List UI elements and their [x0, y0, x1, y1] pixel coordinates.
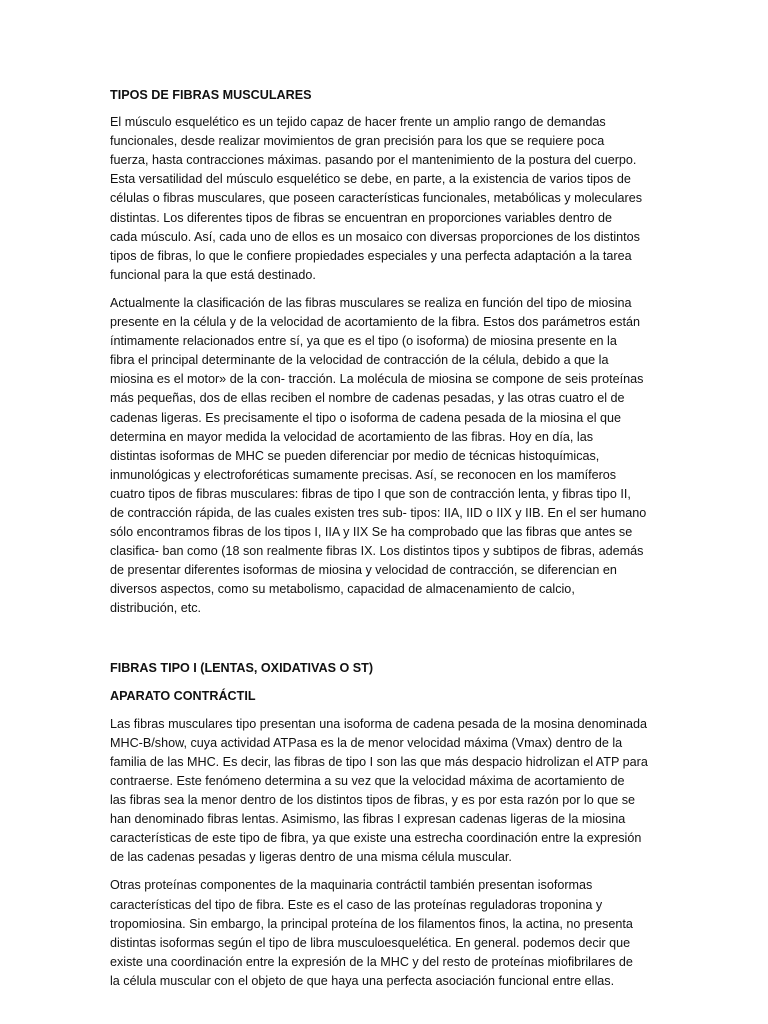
text-line: tipos de fibras, lo que le confiere propiedades especiales y una perfecta adaptación a la tarea [110, 248, 632, 263]
subsection-heading: APARATO CONTRÁCTIL [110, 688, 256, 703]
text-line: de las cadenas pesadas y ligeras dentro de una misma célula muscular. [110, 850, 512, 865]
section-heading: FIBRAS TIPO I (LENTAS, OXIDATIVAS O ST) [110, 660, 374, 675]
text-line: familia de las MHC. Es decir, las fibras de tipo I son las que más despacio hidrolizan el ATP para [110, 754, 648, 769]
text-line: las fibras sea la menor dentro de los distintos tipos de fibras, y es por esta razón por lo que se [110, 793, 636, 808]
text-line: existe una coordinación entre la expresión de la MHC y del resto de proteínas miofibrilares de [110, 954, 633, 969]
text-line: tropomiosina. Sin embargo, la principal proteína de los filamentos finos, la actina, no presenta [110, 916, 633, 931]
paragraph-2 [110, 294, 660, 619]
paragraph-4 [110, 876, 660, 991]
text-line: funcionales, desde realizar movimientos de gran precisión para los que se requiere poca [110, 134, 605, 149]
text-line: más pequeñas, dos de ellas reciben el nombre de cadenas pesadas, y las otras cuatro el de [110, 391, 625, 406]
text-line: de presentar diferentes isoformas de miosina y velocidad de contracción, se diferencian en [110, 563, 617, 578]
text-line: características de este tipo de fibra, ya que existe una estrecha coordinación entre la expresión [110, 831, 642, 846]
text-line: contraerse. Este fenómeno determina a su vez que la velocidad máxima de acortamiento de [110, 774, 625, 788]
text-line: distintas. Los diferentes tipos de fibras se encuentran en proporciones variables dentro de [110, 210, 612, 225]
text-line: Las fibras musculares tipo presentan una isoforma de cadena pesada de la mosina denominada [110, 716, 647, 731]
text-line: funcional para la que está destinado. [110, 267, 316, 282]
text-line: sólo encontramos fibras de los tipos I, IIA y IIX Se ha comprobado que las fibras que antes se [110, 525, 633, 540]
paragraph-3 [110, 715, 660, 868]
paragraph-1 [110, 113, 660, 285]
text-line: fuerza, hasta contracciones máximas. pasando por el mantenimiento de la postura del cuerpo. [110, 153, 637, 168]
text-line: miosina es el motor» de la con- tracción. La molécula de miosina se compone de seis proteínas [110, 372, 644, 387]
text-line: determina en mayor medida la velocidad de acortamiento de las fibras. Hoy en día, las [110, 429, 594, 444]
text-line: inmunológicas y electroforéticas sumamente precisas. Así, se reconocen en los mamíferos [110, 467, 617, 482]
text-line: la célula muscular con el objeto de que haya una perfecta asociación funcional entre ellas. [110, 973, 615, 988]
text-line: de contracción rápida, de las cuales existen tres sub- tipos: IIA, IID o IIX y IIB. En el ser humano [110, 505, 647, 520]
text-line: distintas isoformas según el tipo de libra musculoesquelética. En general. podemos decir que [110, 935, 631, 950]
text-line: han denominado fibras lentas. Asimismo, las fibras I expresan cadenas ligeras de la miosina [110, 812, 626, 827]
text-line: distribución, etc. [110, 601, 201, 616]
text-line: cada músculo. Así, cada uno de ellos es un mosaico con diversas proporciones de los distintos [110, 229, 640, 244]
text-line: El músculo esquelético es un tejido capaz de hacer frente un amplio rango de demandas [110, 115, 606, 130]
text-line: cadenas ligeras. Es precisamente el tipo o isoforma de cadena pesada de la miosina el que [110, 410, 622, 425]
document-title: TIPOS DE FIBRAS MUSCULARES [110, 88, 312, 102]
text-line: Actualmente la clasificación de las fibras musculares se realiza en función del tipo de miosina [110, 295, 632, 310]
text-line: presente en la célula y de la velocidad de acortamiento de la fibra. Estos dos parámetros están [110, 315, 640, 330]
text-line: Otras proteínas componentes de la maquinaria contráctil también presentan isoformas [110, 878, 593, 893]
text-line: fibra el principal determinante de la velocidad de contracción de la célula, debido a que la [110, 353, 609, 368]
text-line: células o fibras musculares, que poseen características funcionales, metabólicas y moleculares [110, 191, 642, 206]
text-line: características del tipo de fibra. Este es el caso de las proteínas reguladoras troponina y [110, 897, 603, 912]
text-line: clasifica- ban como (18 son realmente fibras IX. Los distintos tipos y subtipos de fibras, además [110, 544, 644, 559]
text-line: íntimamente relacionados entre sí, ya que es el tipo (o isoforma) de miosina presente en la [110, 334, 617, 349]
text-line: diversos aspectos, como su metabolismo, capacidad de almacenamiento de calcio, [110, 582, 575, 597]
text-line: distintas isoformas de MHC se pueden diferenciar por medio de técnicas histoquímicas, [110, 448, 600, 463]
text-line: MHC-B/show, cuya actividad ATPasa es la de menor velocidad máxima (Vmax) dentro de la [110, 735, 623, 750]
text-line: cuatro tipos de fibras musculares: fibras de tipo I que son de contracción lenta, y fibras tipo II, [110, 486, 631, 501]
text-line: Esta versatilidad del músculo esquelético se debe, en parte, a la existencia de varios tipos de [110, 172, 631, 187]
document-content [110, 86, 660, 991]
